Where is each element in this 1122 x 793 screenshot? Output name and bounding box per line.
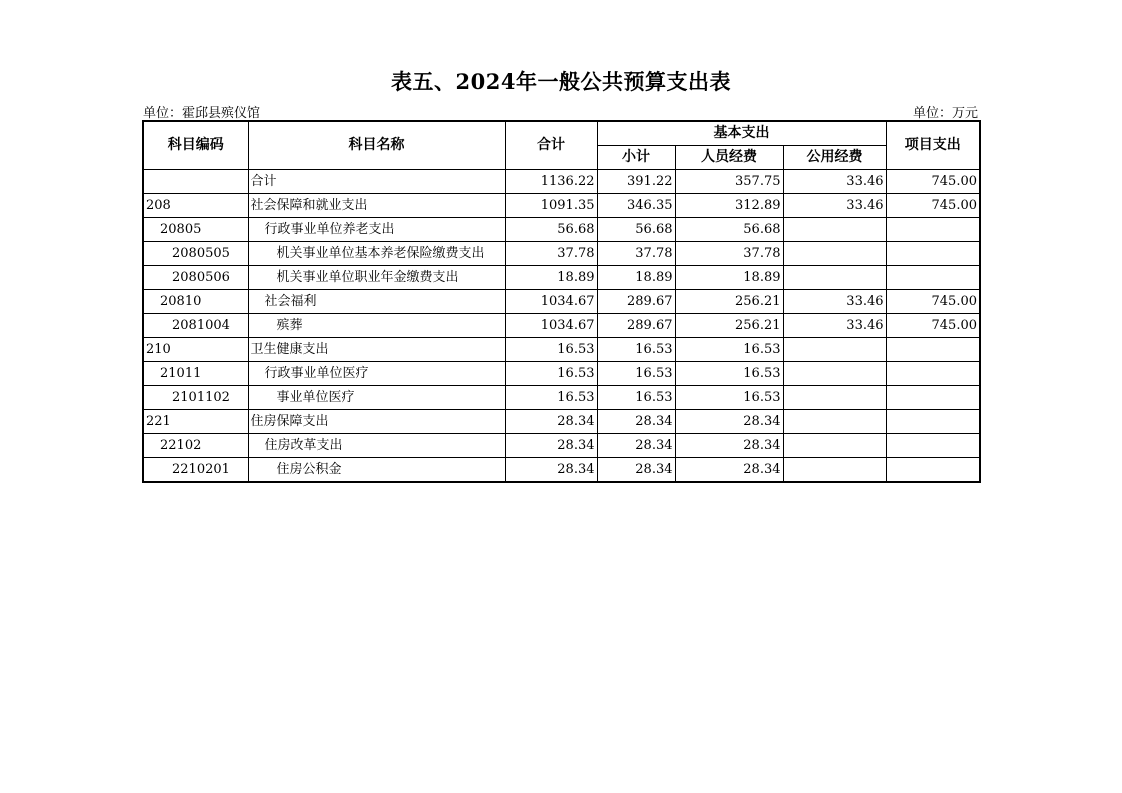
cell-total: 16.53 — [505, 362, 597, 386]
cell-subtotal: 16.53 — [597, 338, 675, 362]
cell-code: 21011 — [143, 362, 248, 386]
table-body — [143, 170, 980, 483]
cell-project — [886, 434, 980, 458]
cell-name: 机关事业单位基本养老保险缴费支出 — [248, 242, 505, 266]
cell-code: 2080505 — [143, 242, 248, 266]
cell-project: 745.00 — [886, 194, 980, 218]
cell-name: 社会福利 — [248, 290, 505, 314]
page-title: 表五、2024年一般公共预算支出表 — [391, 69, 731, 94]
cell-project — [886, 410, 980, 434]
table-row — [143, 362, 980, 386]
header-personnel: 人员经费 — [675, 146, 783, 170]
cell-personnel: 37.78 — [675, 242, 783, 266]
table-row — [143, 386, 980, 410]
table-row — [143, 242, 980, 266]
table-row — [143, 410, 980, 434]
cell-project — [886, 218, 980, 242]
table-header — [143, 121, 980, 170]
cell-project — [886, 338, 980, 362]
cell-personnel: 56.68 — [675, 218, 783, 242]
cell-name: 合计 — [248, 170, 505, 194]
cell-project: 745.00 — [886, 314, 980, 338]
cell-public — [783, 410, 886, 434]
cell-personnel: 256.21 — [675, 314, 783, 338]
table-row — [143, 434, 980, 458]
header-total: 合计 — [505, 121, 597, 170]
cell-code: 2101102 — [143, 386, 248, 410]
cell-public — [783, 458, 886, 483]
cell-name: 机关事业单位职业年金缴费支出 — [248, 266, 505, 290]
cell-subtotal: 346.35 — [597, 194, 675, 218]
cell-code: 2081004 — [143, 314, 248, 338]
table-row — [143, 194, 980, 218]
cell-name: 殡葬 — [248, 314, 505, 338]
table-row — [143, 218, 980, 242]
header-code: 科目编码 — [143, 121, 248, 170]
cell-total: 28.34 — [505, 434, 597, 458]
cell-subtotal: 16.53 — [597, 386, 675, 410]
cell-name: 卫生健康支出 — [248, 338, 505, 362]
cell-subtotal: 289.67 — [597, 290, 675, 314]
cell-code — [143, 170, 248, 194]
cell-code: 2080506 — [143, 266, 248, 290]
table-row — [143, 290, 980, 314]
cell-total: 56.68 — [505, 218, 597, 242]
cell-public — [783, 386, 886, 410]
cell-public: 33.46 — [783, 194, 886, 218]
cell-project — [886, 386, 980, 410]
cell-subtotal: 56.68 — [597, 218, 675, 242]
cell-public: 33.46 — [783, 314, 886, 338]
cell-personnel: 28.34 — [675, 410, 783, 434]
budget-table — [142, 120, 981, 483]
cell-total: 28.34 — [505, 458, 597, 483]
cell-total: 1136.22 — [505, 170, 597, 194]
cell-subtotal: 289.67 — [597, 314, 675, 338]
cell-personnel: 256.21 — [675, 290, 783, 314]
cell-total: 18.89 — [505, 266, 597, 290]
cell-public — [783, 242, 886, 266]
header-public: 公用经费 — [783, 146, 886, 170]
cell-total: 1034.67 — [505, 314, 597, 338]
cell-total: 28.34 — [505, 410, 597, 434]
cell-total: 16.53 — [505, 338, 597, 362]
cell-name: 住房公积金 — [248, 458, 505, 483]
cell-subtotal: 18.89 — [597, 266, 675, 290]
cell-personnel: 28.34 — [675, 458, 783, 483]
cell-name: 住房保障支出 — [248, 410, 505, 434]
cell-total: 1091.35 — [505, 194, 597, 218]
table-row — [143, 338, 980, 362]
cell-project — [886, 266, 980, 290]
header-basic: 基本支出 — [597, 121, 886, 146]
cell-public — [783, 434, 886, 458]
cell-project — [886, 242, 980, 266]
cell-project: 745.00 — [886, 170, 980, 194]
cell-personnel: 357.75 — [675, 170, 783, 194]
cell-personnel: 18.89 — [675, 266, 783, 290]
cell-public — [783, 362, 886, 386]
cell-subtotal: 28.34 — [597, 458, 675, 483]
cell-name: 行政事业单位医疗 — [248, 362, 505, 386]
table-row — [143, 266, 980, 290]
cell-name: 事业单位医疗 — [248, 386, 505, 410]
cell-subtotal: 28.34 — [597, 434, 675, 458]
cell-personnel: 16.53 — [675, 386, 783, 410]
table-row — [143, 458, 980, 483]
cell-code: 2210201 — [143, 458, 248, 483]
cell-name: 社会保障和就业支出 — [248, 194, 505, 218]
table-row — [143, 170, 980, 194]
cell-subtotal: 37.78 — [597, 242, 675, 266]
cell-public — [783, 266, 886, 290]
cell-code: 20810 — [143, 290, 248, 314]
cell-subtotal: 28.34 — [597, 410, 675, 434]
cell-public — [783, 338, 886, 362]
cell-subtotal: 391.22 — [597, 170, 675, 194]
cell-total: 16.53 — [505, 386, 597, 410]
cell-total: 37.78 — [505, 242, 597, 266]
cell-personnel: 312.89 — [675, 194, 783, 218]
cell-project: 745.00 — [886, 290, 980, 314]
cell-total: 1034.67 — [505, 290, 597, 314]
table-row — [143, 314, 980, 338]
cell-name: 行政事业单位养老支出 — [248, 218, 505, 242]
cell-public: 33.46 — [783, 170, 886, 194]
header-name: 科目名称 — [248, 121, 505, 170]
cell-name: 住房改革支出 — [248, 434, 505, 458]
cell-personnel: 16.53 — [675, 362, 783, 386]
cell-subtotal: 16.53 — [597, 362, 675, 386]
cell-code: 221 — [143, 410, 248, 434]
cell-project — [886, 458, 980, 483]
cell-project — [886, 362, 980, 386]
header-project: 项目支出 — [886, 121, 980, 170]
cell-personnel: 28.34 — [675, 434, 783, 458]
cell-code: 210 — [143, 338, 248, 362]
unit-organization: 单位：霍邱县殡仪馆 — [143, 106, 261, 121]
cell-public: 33.46 — [783, 290, 886, 314]
cell-code: 20805 — [143, 218, 248, 242]
unit-currency: 单位：万元 — [912, 106, 978, 121]
cell-public — [783, 218, 886, 242]
cell-personnel: 16.53 — [675, 338, 783, 362]
cell-code: 208 — [143, 194, 248, 218]
cell-code: 22102 — [143, 434, 248, 458]
header-subtotal: 小计 — [597, 146, 675, 170]
